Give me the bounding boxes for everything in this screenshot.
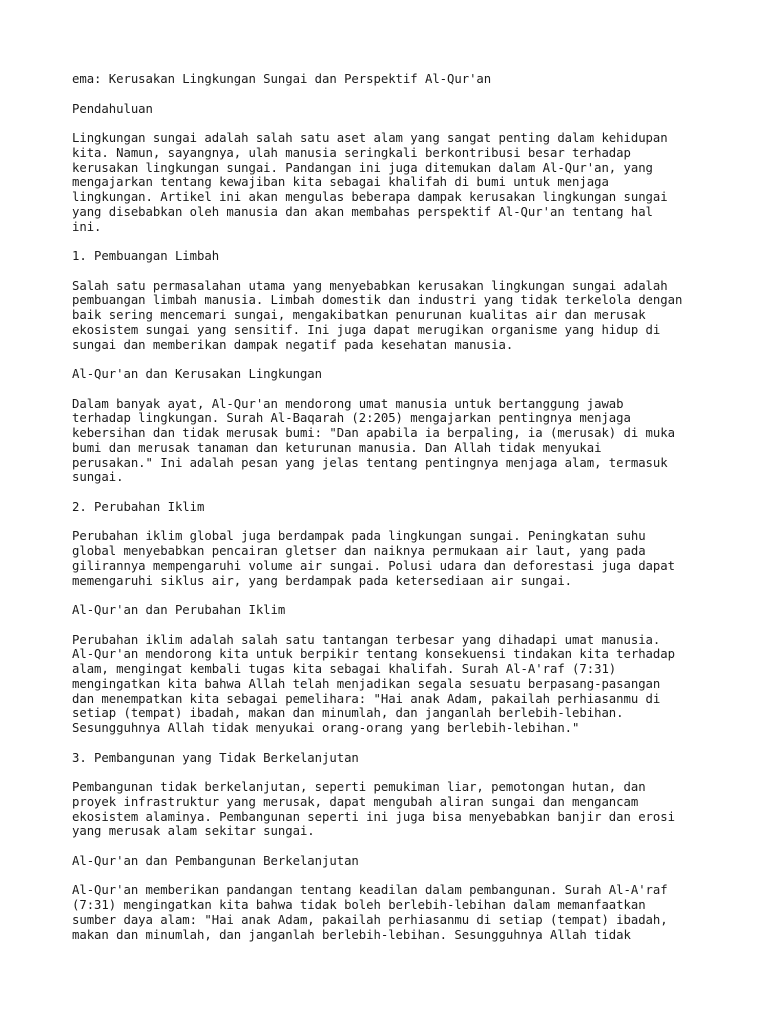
section-paragraph-quran-perubahan-iklim: Perubahan iklim adalah salah satu tantangan terbesar yang dihadapi umat manusia. Al-Qur'an mendorong kita untuk berpikir tentang konsekuensi tindakan kita terhadap alam, mengingat kembali tugas kita sebagai khalifah. Surah Al-A'raf (7:31) mengingatkan kita bahwa Allah telah menjadikan segala sesuatu berpasang-pasangan dan menempatkan kita sebagai pemelihara: "Hai anak Adam, pakailah perhiasanmu di setiap (tempat) ibadah, makan dan minumlah, dan janganlah berlebih-lebihan. Sesungguhnya Allah tidak menyukai orang-orang yang berlebih-lebihan." (72, 632, 675, 735)
section-heading-pembangunan-tidak-berkelanjutan: 3. Pembangunan yang Tidak Berkelanjutan (72, 750, 359, 765)
intro-heading: Pendahuluan (72, 101, 153, 116)
section-paragraph-perubahan-iklim: Perubahan iklim global juga berdampak pada lingkungan sungai. Peningkatan suhu global menyebabkan pencairan gletser dan naiknya permukaan air laut, yang pada gilirannya mempengaruhi volume air sungai. Polusi udara dan deforestasi juga dapat memengaruhi siklus air, yang berdampak pada ketersediaan air sungai. (72, 529, 675, 588)
section-paragraph-pembuangan-limbah: Salah satu permasalahan utama yang menyebabkan kerusakan lingkungan sungai adalah pembuangan limbah manusia. Limbah domestik dan industri yang tidak terkelola dengan baik sering mencemari sungai, mengakibatkan penurunan kualitas air dan merusak ekosistem sungai yang sensitif. Ini juga dapat merugikan organisme yang hidup di sungai dan memberikan dampak negatif pada kesehatan manusia. (72, 278, 683, 352)
section-paragraph-quran-pembangunan-berkelanjutan: Al-Qur'an memberikan pandangan tentang keadilan dalam pembangunan. Surah Al-A'raf (7:31) mengingatkan kita bahwa tidak boleh berlebih-lebihan dalam memanfaatkan sumber daya alam: "Hai anak Adam, pakailah perhiasanmu di setiap (tempat) ibadah, makan dan minumlah, dan janganlah berlebih-lebihan. Sesungguhnya Allah tidak (72, 883, 668, 942)
section-paragraph-quran-kerusakan-lingkungan: Dalam banyak ayat, Al-Qur'an mendorong umat manusia untuk bertanggung jawab terhadap lingkungan. Surah Al-Baqarah (2:205) mengajarkan pentingnya menjaga kebersihan dan tidak merusak bumi: "Dan apabila ia berpaling, ia (merusak) di muka bumi dan merusak tanaman dan keturunan manusia. Dan Allah tidak menyukai perusakan." Ini adalah pesan yang jelas tentang pentingnya menjaga alam, termasuk sungai. (72, 396, 675, 485)
section-heading-quran-kerusakan-lingkungan: Al-Qur'an dan Kerusakan Lingkungan (72, 367, 323, 381)
intro-paragraph: Lingkungan sungai adalah salah satu aset alam yang sangat penting dalam kehidupan kita. Namun, sayangnya, ulah manusia seringkali berkontribusi besar terhadap kerusakan lingkungan sungai. Pandangan ini juga ditemukan dalam Al-Qur'an, yang mengajarkan tentang kewajiban kita sebagai khalifah di bumi untuk menjaga lingkungan. Artikel ini akan mengulas beberapa dampak kerusakan lingkungan sungai yang disebabkan oleh manusia dan akan membahas perspektif Al-Qur'an tentang hal ini. (72, 131, 668, 234)
section-heading-quran-perubahan-iklim: Al-Qur'an dan Perubahan Iklim (72, 603, 286, 617)
section-heading-perubahan-iklim: 2. Perubahan Iklim (72, 499, 205, 514)
section-heading-quran-pembangunan-berkelanjutan: Al-Qur'an dan Pembangunan Berkelanjutan (72, 853, 359, 868)
document-title: ema: Kerusakan Lingkungan Sungai dan Perspektif Al-Qur'an (72, 72, 492, 86)
section-heading-pembuangan-limbah: 1. Pembuangan Limbah (72, 249, 220, 263)
section-paragraph-pembangunan-tidak-berkelanjutan: Pembangunan tidak berkelanjutan, seperti pemukiman liar, pemotongan hutan, dan proyek infrastruktur yang merusak, dapat mengubah aliran sungai dan mengancam ekosistem alaminya. Pembangunan seperti ini juga bisa menyebabkan banjir dan erosi yang merusak alam sekitar sungai. (72, 780, 675, 839)
document-page (72, 72, 712, 957)
